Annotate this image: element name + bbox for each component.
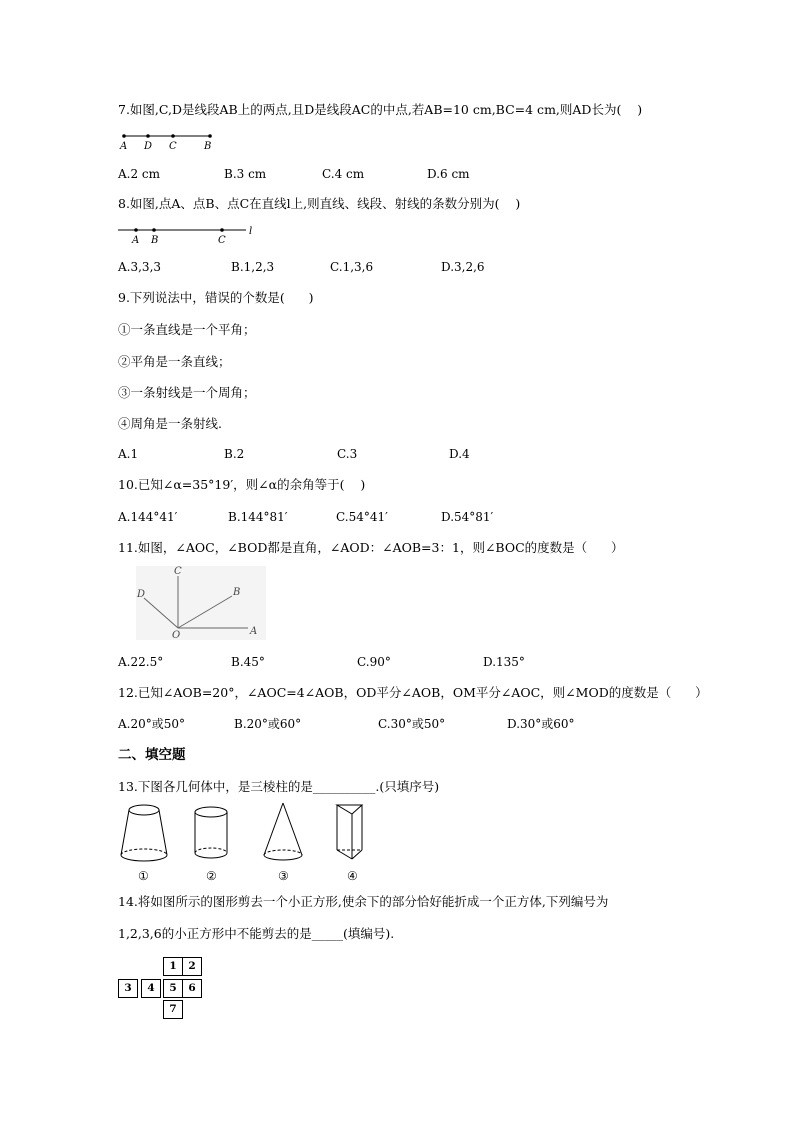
q7-point-c: C	[169, 141, 177, 152]
q13-solids-diagram	[112, 800, 372, 886]
net-cell-2: 2	[182, 957, 202, 976]
q11-point-a: A	[250, 626, 258, 637]
q11-option-c: C.90°	[357, 655, 391, 669]
cylinder-shape	[195, 807, 227, 858]
q12-option-a: A.20°或50°	[118, 717, 186, 731]
q9-text: 9.下列说法中，错误的个数是( )	[118, 290, 314, 305]
q7-point-d: D	[144, 141, 153, 152]
q10-option-a: A.144°41′	[118, 510, 178, 524]
q11-angle-diagram	[136, 566, 266, 640]
q7-option-c: C.4 cm	[322, 167, 365, 181]
q13-text: 13.下图各几何体中，是三棱柱的是__________.(只填序号)	[118, 779, 440, 794]
q8-option-c: C.1,3,6	[330, 260, 374, 274]
q14-text-line2: 1,2,3,6的小正方形中不能剪去的是_____(填编号).	[118, 926, 395, 941]
q7-option-d: D.6 cm	[427, 167, 470, 181]
net-cell-1: 1	[163, 957, 183, 976]
net-cell-7: 7	[163, 1000, 183, 1019]
q12-option-b: B.20°或60°	[234, 717, 302, 731]
section-heading-fill-blank: 二、填空题	[118, 747, 186, 763]
q8-option-a: A.3,3,3	[118, 260, 162, 274]
q12-option-c: C.30°或50°	[378, 717, 446, 731]
q10-option-b: B.144°81′	[228, 510, 288, 524]
q7-segment-diagram	[118, 128, 228, 152]
net-cell-5: 5	[163, 979, 183, 998]
q11-point-d: D	[137, 589, 146, 600]
q8-option-d: D.3,2,6	[441, 260, 485, 274]
q8-point-a: A	[132, 235, 140, 246]
net-cell-6: 6	[182, 979, 202, 998]
q10-text: 10.已知∠α=35°19′，则∠α的余角等于( )	[118, 477, 366, 492]
q7-point-a: A	[120, 141, 128, 152]
frustum-shape	[121, 805, 167, 861]
q9-statement-1: ①一条直线是一个平角；	[118, 322, 256, 337]
q7-point-b: B	[204, 141, 212, 152]
q11-point-o: O	[172, 630, 181, 641]
q11-point-c: C	[174, 566, 182, 577]
q9-statement-4: ④周角是一条射线.	[118, 416, 222, 431]
q7-option-a: A.2 cm	[118, 167, 161, 181]
q8-option-b: B.1,2,3	[231, 260, 275, 274]
solid-label-1: ①	[138, 869, 149, 883]
q8-point-c: C	[218, 235, 226, 246]
q8-point-b: B	[151, 235, 159, 246]
q11-text: 11.如图，∠AOC，∠BOD都是直角，∠AOD：∠AOB=3：1，则∠BOC的度数是（ ）	[118, 540, 624, 555]
q9-option-b: B.2	[224, 447, 245, 461]
q12-option-d: D.30°或60°	[507, 717, 575, 731]
q11-option-d: D.135°	[483, 655, 525, 669]
q12-text: 12.已知∠AOB=20°，∠AOC=4∠AOB，OD平分∠AOB，OM平分∠AOC，则∠MOD的度数是（ ）	[118, 685, 708, 700]
q8-text: 8.如图,点A、点B、点C在直线l上,则直线、线段、射线的条数分别为( )	[118, 196, 521, 211]
solid-label-4: ④	[347, 869, 358, 883]
q9-statement-2: ②平角是一条直线；	[118, 354, 231, 369]
q7-option-b: B.3 cm	[224, 167, 267, 181]
q9-option-c: C.3	[337, 447, 358, 461]
cube-net-diagram	[118, 957, 218, 1021]
q11-option-a: A.22.5°	[118, 655, 164, 669]
q10-option-c: C.54°41′	[336, 510, 388, 524]
net-cell-4: 4	[141, 979, 161, 998]
q8-line-label: l	[249, 226, 253, 237]
q14-text-line1: 14.将如图所示的图形剪去一个小正方形,使余下的部分恰好能折成一个正方体,下列编号为	[118, 894, 609, 909]
q10-option-d: D.54°81′	[441, 510, 494, 524]
solid-label-2: ②	[206, 869, 217, 883]
triangular-prism-shape	[337, 805, 362, 859]
q8-line-diagram	[118, 222, 268, 246]
q9-option-a: A.1	[118, 447, 139, 461]
net-cell-3: 3	[118, 979, 138, 998]
q11-point-b: B	[233, 587, 241, 598]
cone-shape	[264, 803, 302, 860]
q11-option-b: B.45°	[231, 655, 265, 669]
q7-text: 7.如图,C,D是线段AB上的两点,且D是线段AC的中点,若AB=10 cm,BC=4 cm,则AD长为( )	[118, 102, 643, 117]
solid-label-3: ③	[278, 869, 289, 883]
q9-statement-3: ③一条射线是一个周角；	[118, 385, 256, 400]
q9-option-d: D.4	[449, 447, 470, 461]
